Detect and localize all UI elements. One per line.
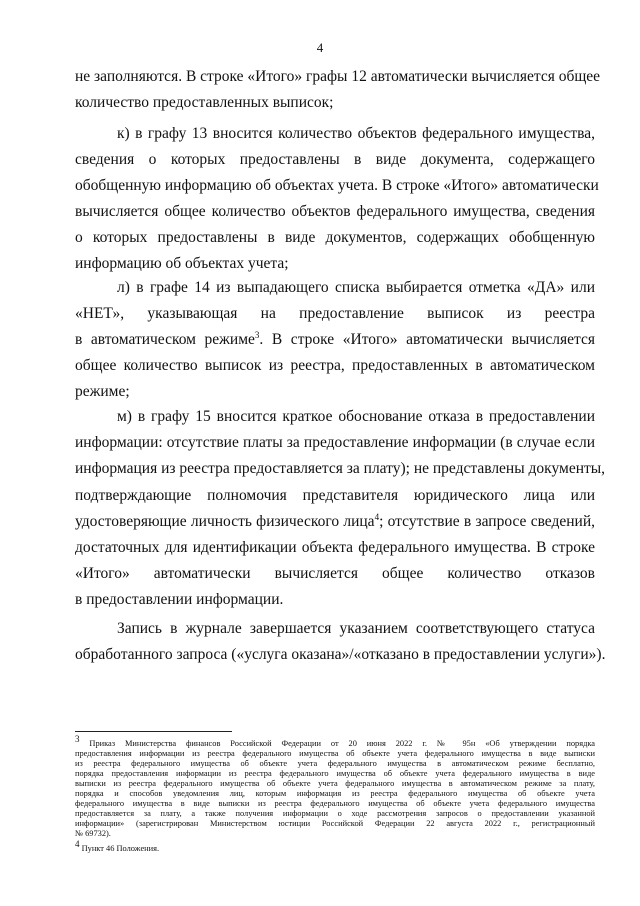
text-segment: в автоматическом режиме [75, 331, 255, 348]
text-line: сведения о которых предоставлены в виде документа, содержащего [75, 151, 595, 168]
text-line: информацию об объектах учета; [75, 255, 289, 272]
text-line: информации: отсутствие платы за предоставление информации (в случае если [75, 434, 595, 451]
text-line: не заполняются. В строке «Итого» графы 12 автоматически вычисляется общее [75, 68, 601, 85]
footnote-line: порядка предоставления информации из реестра федерального имущества об объекте учета федерального имущества в виде [75, 769, 595, 778]
text-line: достаточных для идентификации объекта федерального имущества. В строке [75, 539, 595, 556]
footnote-separator [75, 731, 232, 732]
text-line: «НЕТ», указывающая на предоставление выписок из реестра [75, 305, 595, 322]
footnote-line: предоставления информации из реестра федерального имущества об объекте учета федерального имущества в виде выписки [75, 749, 595, 758]
text-line: м) в графу 15 вносится краткое обоснование отказа в предоставлении [117, 408, 595, 425]
text-line: Запись в журнале завершается указанием соответствующего статуса [117, 620, 595, 637]
footnote-line: федерального имущества в виде выписки из реестра федерального имущества об объекте учета федерального имущества [75, 799, 595, 808]
footnote-text: Пункт 46 Положения. [81, 844, 160, 853]
text-line: информация из реестра предоставляется за плату); не представлены документы, [75, 460, 606, 477]
text-line: к) в графу 13 вносится количество объектов федерального имущества, [117, 125, 595, 142]
text-line: вычисляется общее количество объектов федерального имущества, сведения [75, 203, 595, 220]
page-number: 4 [316, 40, 324, 55]
text-line: «Итого» автоматически вычисляется общее количество отказов [75, 565, 595, 582]
text-line: количество предоставленных выписок; [75, 94, 334, 111]
footnote-line: № 69732). [75, 829, 111, 838]
footnote-line: предоставляется за плату, а также получения информации о ходе рассмотрения запросов о предоставлении указанной [75, 809, 595, 818]
text-line: обработанного запроса («услуга оказана»/«отказано в предоставлении услуги»). [75, 646, 606, 663]
text-segment: . В строке «Итого» автоматически вычисляется [259, 331, 595, 348]
text-line: о которых предоставлены в виде документов, содержащих обобщенную [75, 229, 595, 246]
text-segment: удостоверяющие личность физического лица [75, 513, 375, 530]
text-line: режиме; [75, 383, 130, 400]
text-line: общее количество выписок из реестра, предоставленных в автоматическом [75, 357, 595, 374]
text-segment: ; отсутствие в запросе сведений, [379, 513, 596, 530]
footnote-text: Приказ Министерства финансов Российской Федерации от 20 июня 2022 г. № 95н «Об утверждении порядка [89, 739, 595, 748]
footnote-number-3: 3 [75, 734, 80, 745]
text-line: л) в графе 14 из выпадающего списка выбирается отметка «ДА» или [117, 279, 595, 296]
footnote-ref-3[interactable]: 3 [254, 329, 260, 340]
footnote-line [75, 839, 595, 854]
text-line: обобщенную информацию об объектах учета. В строке «Итого» автоматически [75, 177, 599, 194]
footnote-number-4: 4 [75, 839, 80, 850]
text-line [75, 331, 595, 349]
footnote-line [75, 734, 595, 749]
footnote-line: выписки из реестра федерального имущества об объекте учета федерального имущества в автоматическом режиме за плату, [75, 779, 595, 788]
footnote-line: информации» (зарегистрирован Министерством юстиции Российской Федерации 22 августа 2022 г., регистрационный [75, 819, 595, 828]
footnote-line: порядка и способов уведомления лиц, которым информация из реестра федерального имущества об объекте учета [75, 789, 595, 798]
text-line: подтверждающие полномочия представителя юридического лица или [75, 487, 595, 504]
text-line [75, 513, 595, 531]
footnote-ref-4[interactable]: 4 [374, 511, 380, 522]
footnote-line: из реестра федерального имущества об объекте учета федерального имущества в автоматическом режиме бесплатно, [75, 759, 595, 768]
text-line: в предоставлении информации. [75, 591, 284, 608]
